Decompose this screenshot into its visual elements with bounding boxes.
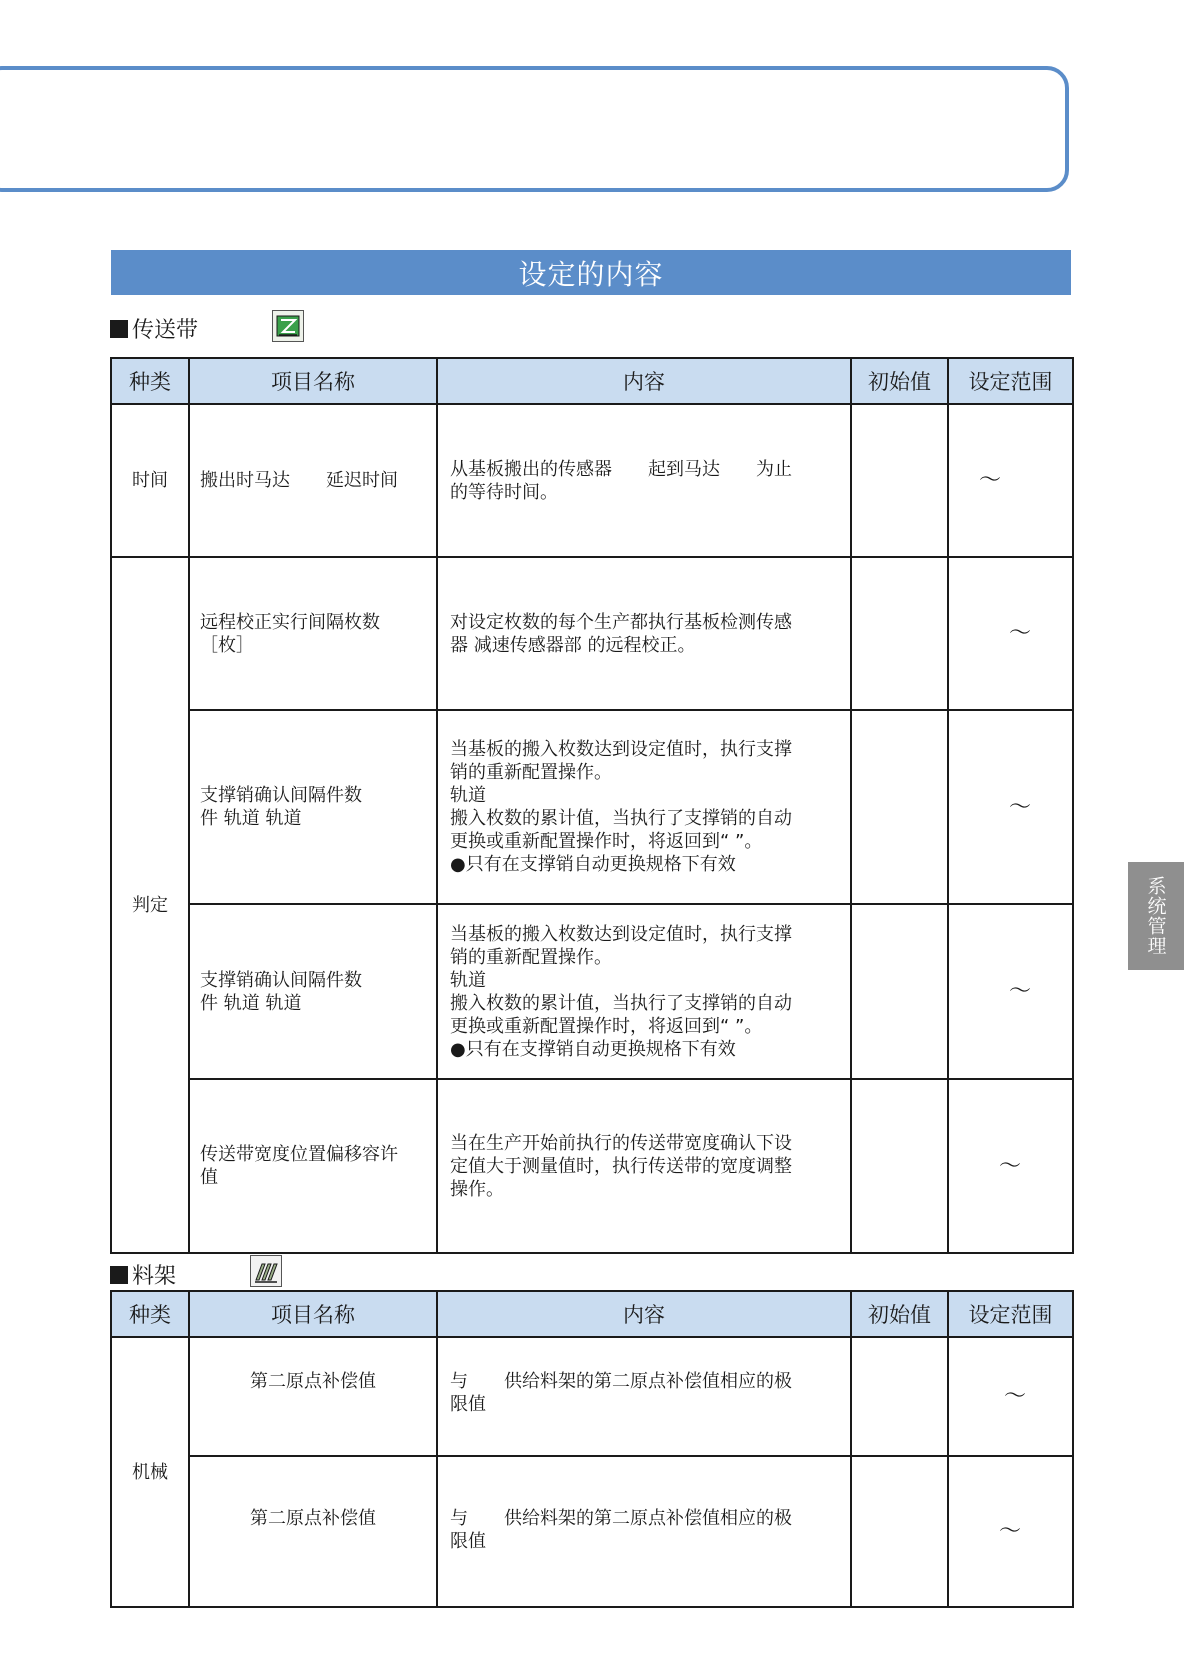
row-content: 当在生产开始前执行的传送带宽度确认下设 定值大于测量值时，执行传送带的宽度调整 操作。: [437, 1079, 851, 1253]
section-label-rack: 料架: [132, 1264, 177, 1289]
section-heading-conveyor: [110, 313, 198, 344]
row-content: 从基板搬出的传感器 起到马达 为止 的等待时间。: [437, 404, 851, 557]
row-range: ～: [948, 1079, 1073, 1253]
section-heading-rack: [110, 1259, 176, 1290]
page-title: 设定的内容: [111, 250, 1071, 295]
row-range: ～: [948, 557, 1073, 710]
row-content: 与 供给料架的第二原点补偿值相应的极 限值: [437, 1337, 851, 1456]
bullet-square-icon: [110, 320, 128, 338]
table-row: [111, 1079, 1073, 1253]
table-row: [111, 904, 1073, 1079]
header-frame: [0, 66, 1069, 192]
side-tab-system-management[interactable]: 系统管理: [1128, 862, 1184, 970]
row-range: ～: [948, 404, 1073, 557]
table-header-row: [111, 358, 1073, 404]
header-kind: 种类: [111, 1291, 189, 1337]
rack-settings-table: [110, 1290, 1074, 1608]
table-row: [111, 1337, 1073, 1456]
row-content: 当基板的搬入枚数达到设定值时，执行支撑 销的重新配置操作。 轨道 搬入枚数的累计值，当执行了支撑销的自动 更换或重新配置操作时，将返回到“ ”。 ●只有在支撑销自动更换规格下有效: [437, 710, 851, 904]
row-initial: [851, 557, 948, 710]
header-range: 设定范围: [948, 1291, 1073, 1337]
row-initial: [851, 1079, 948, 1253]
table-row: [111, 1456, 1073, 1607]
table-header-row: [111, 1291, 1073, 1337]
row-initial: [851, 1456, 948, 1607]
row-content: 对设定枚数的每个生产都执行基板检测传感 器 减速传感器部 的远程校正。: [437, 557, 851, 710]
section-label-conveyor: 传送带: [132, 318, 199, 343]
row-range: ～: [948, 710, 1073, 904]
row-kind: 时间: [111, 404, 189, 557]
row-initial: [851, 904, 948, 1079]
row-initial: [851, 1337, 948, 1456]
row-range: ～: [948, 904, 1073, 1079]
row-name: 远程校正实行间隔枚数 ［枚］: [189, 557, 437, 710]
header-content: 内容: [437, 358, 851, 404]
conveyor-settings-table: [110, 357, 1074, 1254]
header-name: 项目名称: [189, 358, 437, 404]
bullet-square-icon: [110, 1266, 128, 1284]
table-row: [111, 404, 1073, 557]
row-name: 第二原点补偿值: [189, 1337, 437, 1456]
row-initial: [851, 710, 948, 904]
header-initial: 初始值: [851, 1291, 948, 1337]
rack-icon: [250, 1255, 282, 1287]
row-kind: 机械: [111, 1337, 189, 1607]
row-name: 搬出时马达 延迟时间: [189, 404, 437, 557]
row-initial: [851, 404, 948, 557]
row-name: 支撑销确认间隔件数 件 轨道 轨道: [189, 904, 437, 1079]
row-content: 当基板的搬入枚数达到设定值时，执行支撑 销的重新配置操作。 轨道 搬入枚数的累计值，当执行了支撑销的自动 更换或重新配置操作时，将返回到“ ”。 ●只有在支撑销自动更换规格下有效: [437, 904, 851, 1079]
row-name: 支撑销确认间隔件数 件 轨道 轨道: [189, 710, 437, 904]
header-initial: 初始值: [851, 358, 948, 404]
row-name: 传送带宽度位置偏移容许 值: [189, 1079, 437, 1253]
header-range: 设定范围: [948, 358, 1073, 404]
header-name: 项目名称: [189, 1291, 437, 1337]
row-kind: 判定: [111, 557, 189, 1253]
header-kind: 种类: [111, 358, 189, 404]
row-content: 与 供给料架的第二原点补偿值相应的极 限值: [437, 1456, 851, 1607]
row-range: ～: [948, 1337, 1073, 1456]
table-row: [111, 710, 1073, 904]
table-row: [111, 557, 1073, 710]
row-name: 第二原点补偿值: [189, 1456, 437, 1607]
conveyor-icon: [272, 310, 304, 342]
header-content: 内容: [437, 1291, 851, 1337]
row-range: ～: [948, 1456, 1073, 1607]
